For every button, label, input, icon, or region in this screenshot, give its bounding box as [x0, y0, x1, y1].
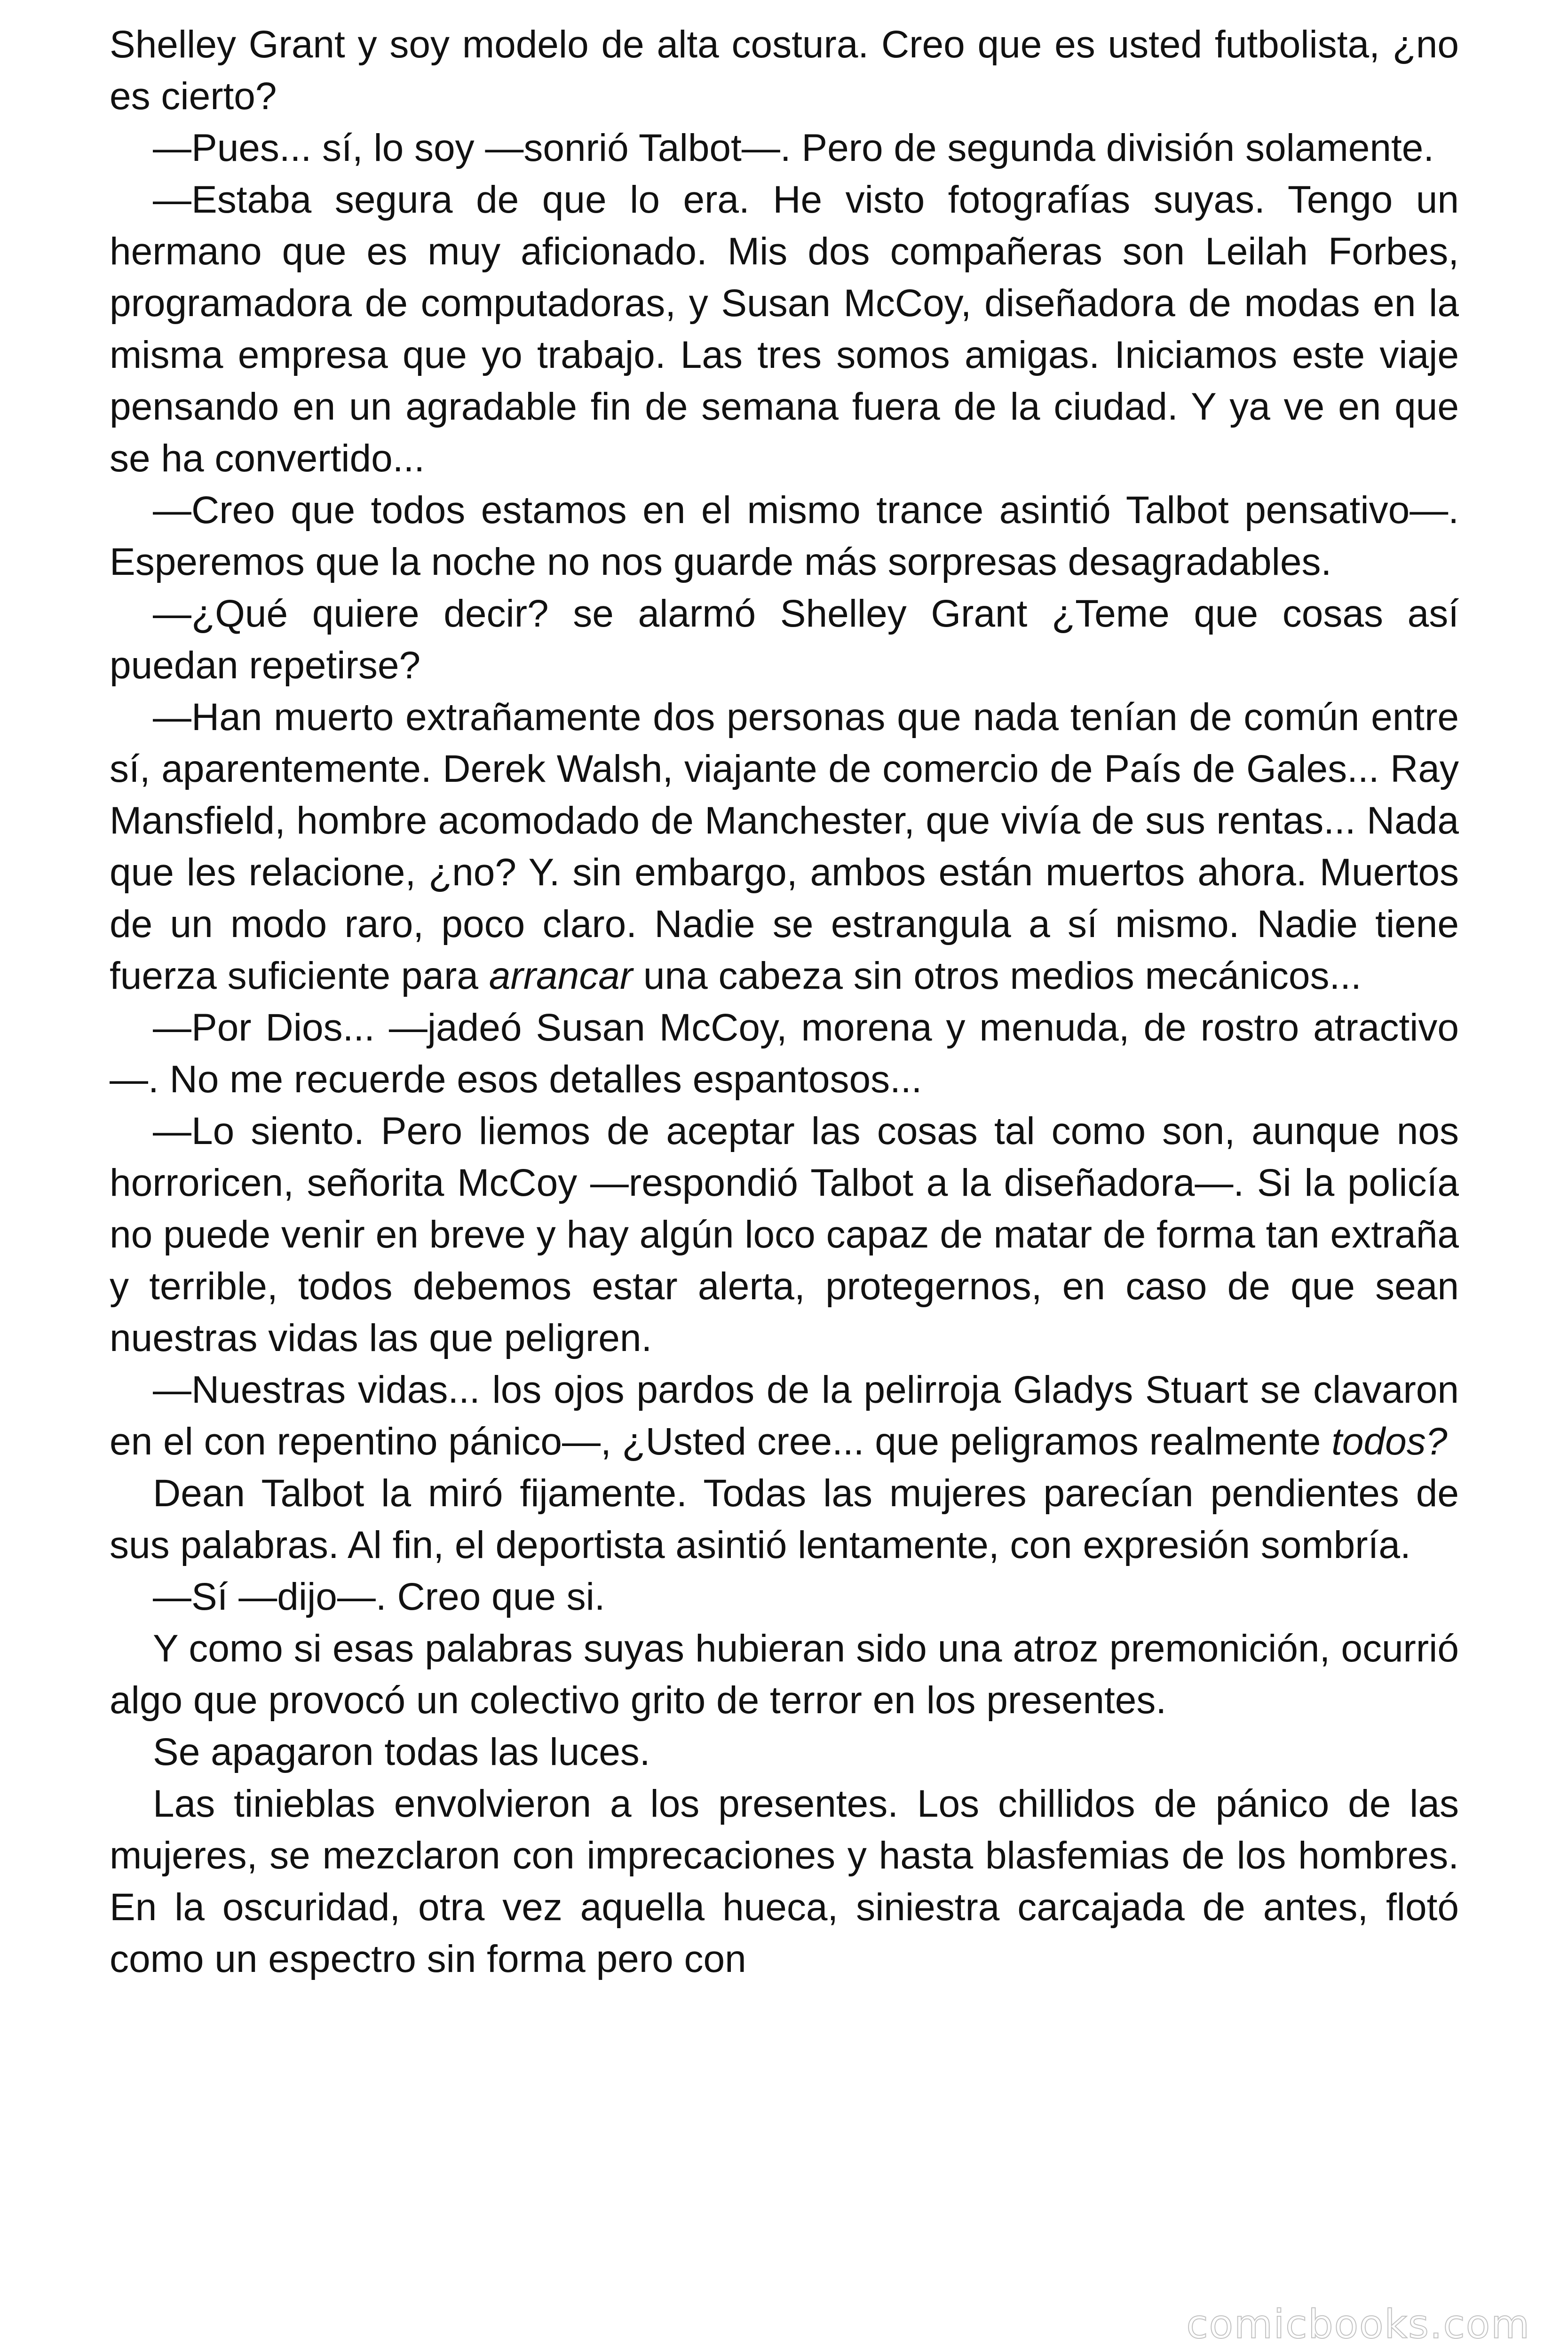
paragraph: [110, 1364, 1459, 1468]
paragraph: Dean Talbot la miró fijamente. Todas las mujeres parecían pendientes de sus palabras. Al fin, el deportista asintió lentamente, con expresión sombría.: [110, 1472, 1459, 1566]
paragraph: —Lo siento. Pero liemos de aceptar las cosas tal como son, aunque nos horroricen, señorita McCoy —respondió Talbot a la diseñadora—. Si la policía no puede venir en breve y hay algún loco capaz de matar de forma tan extraña y terrible, todos debemos estar alerta, protegernos, en caso de que sean nuestras vidas las que peligren.: [110, 1110, 1459, 1359]
paragraph-text: —Nuestras vidas... los ojos pardos de la pelirroja Gladys Stuart se clavaron en el con repentino pánico—, ¿Usted cree... que peligramos realmente: [110, 1368, 1459, 1463]
paragraph: Shelley Grant y soy modelo de alta costura. Creo que es usted futbolista, ¿no es cierto?: [110, 23, 1459, 118]
italic-word: todos?: [1331, 1420, 1448, 1463]
paragraph: Las tinieblas envolvieron a los presentes. Los chillidos de pánico de las mujeres, se mezclaron con imprecaciones y hasta blasfemias de los hombres. En la oscuridad, otra vez aquella hueca, siniestra carcajada de antes, flotó como un espectro sin forma pero con: [110, 1782, 1459, 1980]
paragraph: —Sí —dijo—. Creo que si.: [153, 1575, 605, 1618]
paragraph-text: —Han muerto extrañamente dos personas que nada tenían de común entre sí, aparentemente. Derek Walsh, viajante de comercio de País de Gales... Ray Mansfield, hombre acomodado de Manchester, que vivía de sus rentas... Nada que les relacione, ¿no? Y. sin embargo, ambos están muertos ahora. Muertos de un modo raro, poco claro. Nadie se estrangula a sí mismo. Nadie tiene fuerza suficiente para: [110, 696, 1459, 997]
paragraph: Y como si esas palabras suyas hubieran sido una atroz premonición, ocurrió algo que provocó un colectivo grito de terror en los presentes.: [110, 1627, 1459, 1722]
paragraph: [110, 691, 1459, 1002]
italic-word: arrancar: [489, 954, 633, 997]
page-text: [110, 19, 1459, 1985]
paragraph-text: una cabeza sin otros medios mecánicos...: [633, 954, 1362, 997]
paragraph: —Creo que todos estamos en el mismo trance asintió Talbot pensativo—. Esperemos que la noche no nos guarde más sorpresas desagradables.: [110, 489, 1459, 583]
paragraph: Se apagaron todas las luces.: [153, 1731, 650, 1773]
paragraph: —Pues... sí, lo soy —sonrió Talbot—. Pero de segunda división solamente.: [153, 127, 1434, 169]
paragraph: —Estaba segura de que lo era. He visto fotografías suyas. Tengo un hermano que es muy aficionado. Mis dos compañeras son Leilah Forbes, programadora de computadoras, y Susan McCoy, diseñadora de modas en la misma empresa que yo trabajo. Las tres somos amigas. Iniciamos este viaje pensando en un agradable fin de semana fuera de la ciudad. Y ya ve en que se ha convertido...: [110, 178, 1459, 480]
paragraph: —Por Dios... —jadeó Susan McCoy, morena y menuda, de rostro atractivo—. No me recuerde esos detalles espantosos...: [110, 1006, 1459, 1101]
watermark: comicbooks.com: [1186, 2301, 1530, 2347]
paragraph: —¿Qué quiere decir? se alarmó Shelley Grant ¿Teme que cosas así puedan repetirse?: [110, 592, 1459, 687]
